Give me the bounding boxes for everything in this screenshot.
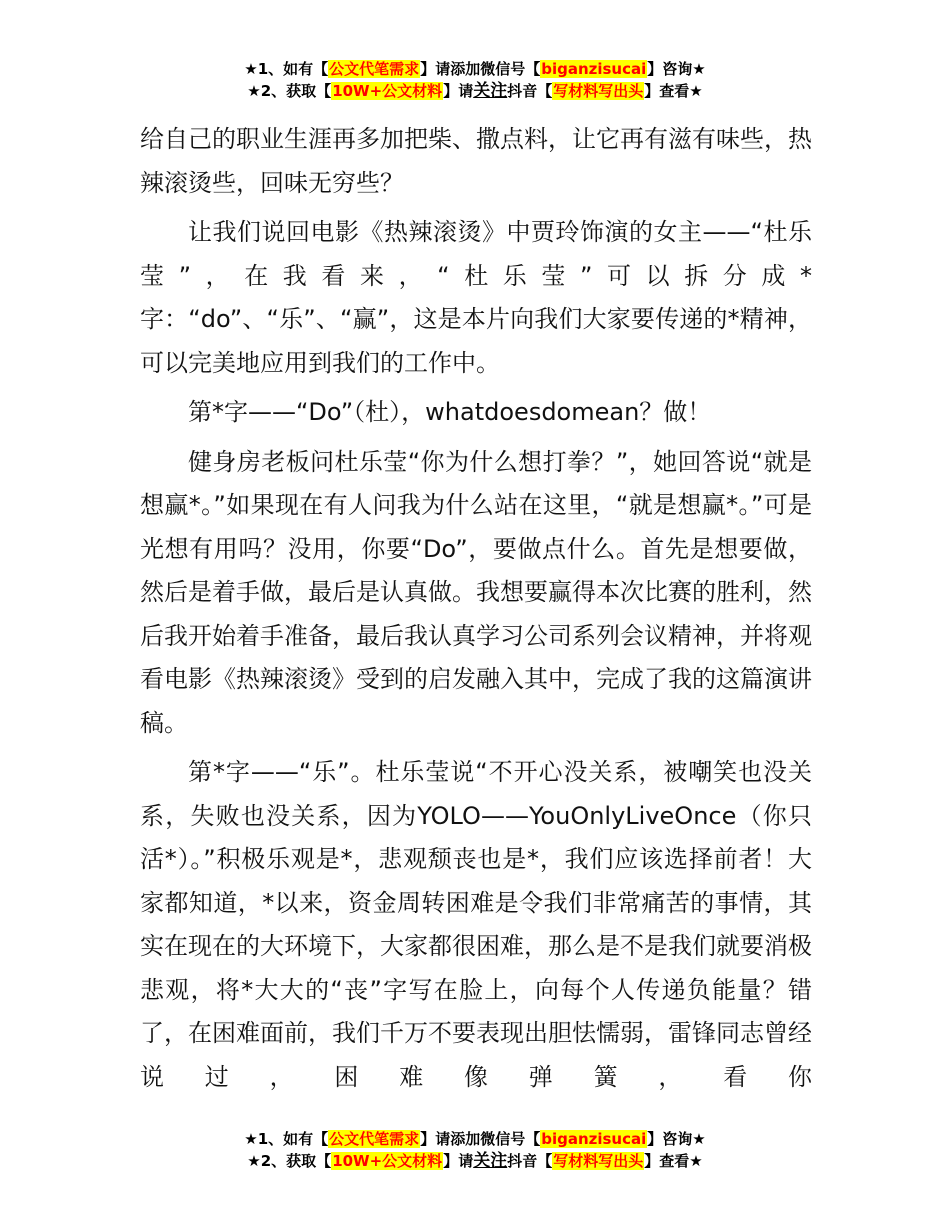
banner-wechat-id: biganzisucai bbox=[541, 60, 647, 78]
banner-text: ★1、如有【 bbox=[244, 60, 329, 78]
paragraph: 第*字——“乐”。杜乐莹说“不开心没关系，被嘲笑也没关系，失败也没关系，因为YOLO——YouOnlyLiveOnce（你只活*）。”积极乐观是*，悲观颓丧也是*，我们应该选择前者！大家都知道，*以来，资金周转困难是令我们非常痛苦的事情，其实在现在的大环境下，大家都很困难，那么是不是我们就要消极悲观，将*大大的“丧”字写在脸上，向每个人传递负能量？错了，在困难面前，我们千万不要表现出胆怯懦弱，雷锋同志曾经说过，困难像弹簧，看你 bbox=[140, 758, 812, 1091]
banner-text: 】请添加微信号【 bbox=[420, 1130, 541, 1148]
banner-douyin-id: 写材料写出头 bbox=[553, 1152, 644, 1170]
banner-highlight: 10W+公文材料 bbox=[332, 82, 443, 100]
banner-text: 】咨询★ bbox=[647, 1130, 706, 1148]
banner-text: 】查看★ bbox=[644, 82, 703, 100]
header-banner bbox=[0, 58, 950, 102]
banner-text: 】咨询★ bbox=[647, 60, 706, 78]
banner-text: 抖音【 bbox=[507, 82, 553, 100]
paragraph: 第*字——“Do”（杜），whatdoesdomean？做！ bbox=[188, 398, 712, 426]
banner-text: ★1、如有【 bbox=[244, 1130, 329, 1148]
banner-line-2 bbox=[0, 80, 950, 102]
banner-text: 】请 bbox=[443, 82, 474, 100]
banner-text: ★2、获取【 bbox=[247, 1152, 332, 1170]
paragraph: 让我们说回电影《热辣滚烫》中贾玲饰演的女主——“杜乐莹”，在我看来，“杜乐莹”可以拆分成*字：“do”、“乐”、“赢”，这是本片向我们大家要传递的*精神，可以完美地应用到我们的工作中。 bbox=[140, 218, 812, 377]
banner-line-1 bbox=[0, 58, 950, 80]
banner-wechat-id: biganzisucai bbox=[541, 1130, 647, 1148]
banner-text: ★2、获取【 bbox=[247, 82, 332, 100]
banner-line-1 bbox=[0, 1128, 950, 1150]
footer-banner bbox=[0, 1128, 950, 1172]
banner-douyin-id: 写材料写出头 bbox=[553, 82, 644, 100]
banner-underlined-text: 关注 bbox=[473, 81, 508, 101]
document-body bbox=[140, 118, 812, 1105]
paragraph: 健身房老板问杜乐莹“你为什么想打拳？”，她回答说“就是想赢*。”如果现在有人问我为什么站在这里，“就是想赢*。”可是光想有用吗？没用，你要“Do”，要做点什么。首先是想要做，然后是着手做，最后是认真做。我想要赢得本次比赛的胜利，然后我开始着手准备，最后我认真学习公司系列会议精神，并将观看电影《热辣滚烫》受到的启发融入其中，完成了我的这篇演讲稿。 bbox=[140, 447, 812, 737]
banner-highlight: 公文代笔需求 bbox=[329, 1130, 420, 1148]
banner-highlight: 10W+公文材料 bbox=[332, 1152, 443, 1170]
banner-text: 】查看★ bbox=[644, 1152, 703, 1170]
banner-text: 抖音【 bbox=[507, 1152, 553, 1170]
paragraph: 给自己的职业生涯再多加把柴、撒点料，让它再有滋有味些，热辣滚烫些，回味无穷些？ bbox=[140, 125, 812, 197]
banner-text: 】请 bbox=[443, 1152, 474, 1170]
banner-text: 】请添加微信号【 bbox=[420, 60, 541, 78]
banner-highlight: 公文代笔需求 bbox=[329, 60, 420, 78]
banner-underlined-text: 关注 bbox=[473, 1151, 508, 1171]
banner-line-2 bbox=[0, 1150, 950, 1172]
